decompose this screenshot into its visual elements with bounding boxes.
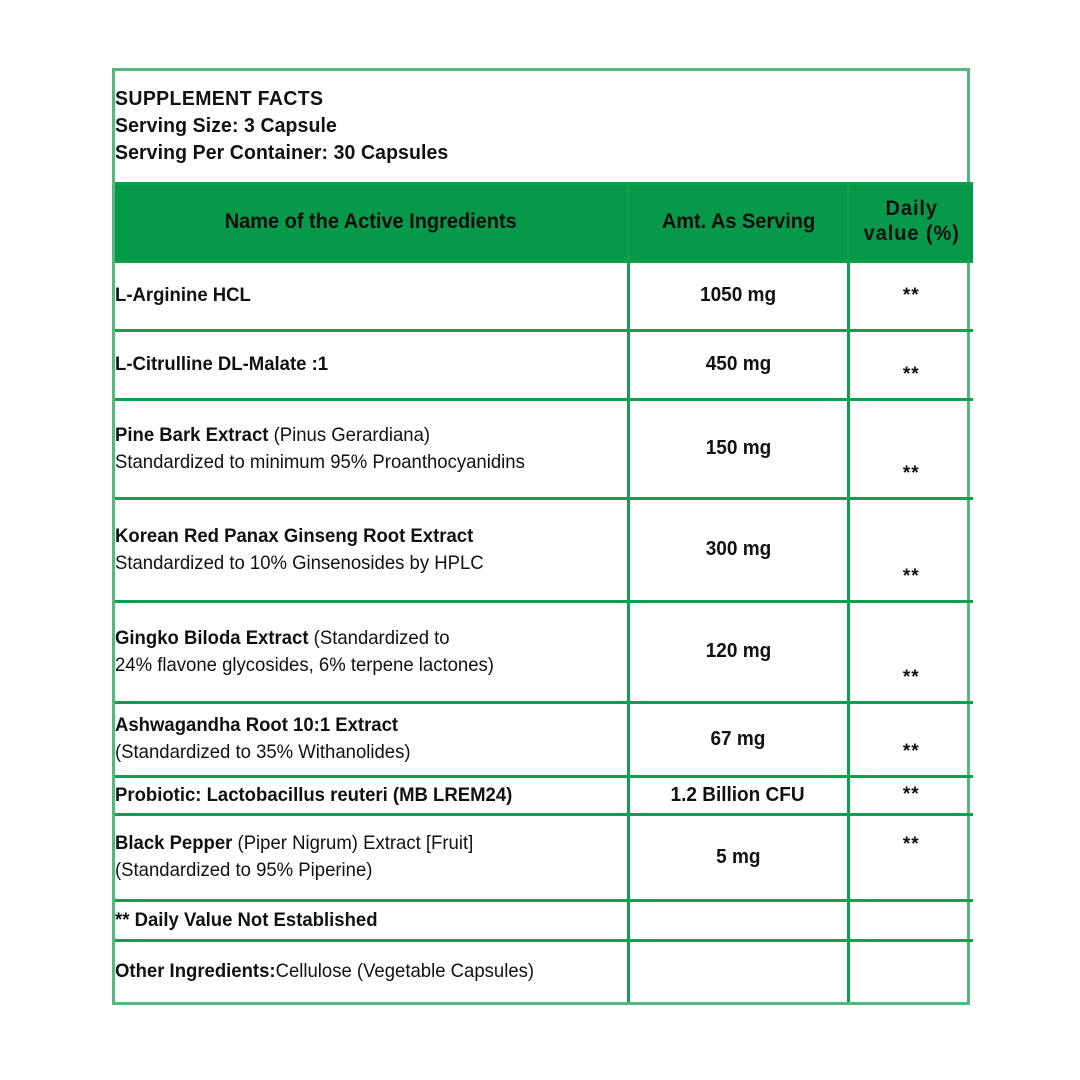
table-row	[115, 814, 973, 900]
ingredient-daily-value: **	[902, 565, 920, 587]
ingredient-daily-value-cell	[848, 601, 973, 702]
serving-per-container: Serving Per Container: 30 Capsules	[115, 140, 449, 164]
ingredient-daily-value-cell	[848, 776, 973, 814]
ingredient-name-cell	[115, 399, 628, 498]
column-header-row	[115, 183, 973, 261]
ingredient-daily-value-cell	[848, 261, 973, 330]
ingredient-amount-cell	[628, 399, 848, 498]
meta-row	[115, 71, 973, 183]
table-row	[115, 601, 973, 702]
column-header-amount-label: Amt. As Serving	[661, 209, 815, 233]
ingredient-daily-value: **	[902, 740, 920, 762]
ingredient-standardization: Standardized to 10% Ginsenosides by HPLC	[115, 551, 484, 574]
ingredient-name-cell	[115, 702, 628, 776]
ingredient-name: Probiotic: Lactobacillus reuteri (MB LREM24)	[115, 783, 513, 806]
ingredient-standardization: (Standardized to 95% Piperine)	[115, 859, 373, 881]
ingredient-amount: 67 mg	[710, 727, 766, 750]
ingredient-amount-cell	[628, 776, 848, 814]
ingredient-name-cell	[115, 776, 628, 814]
column-header-name-label: Name of the Active Ingredients	[224, 209, 517, 233]
ingredient-name-suffix: (Piper Nigrum) Extract [Fruit]	[232, 832, 474, 855]
ingredient-amount-cell	[628, 601, 848, 702]
ingredient-name: L-Citrulline DL-Malate :1	[115, 353, 329, 376]
daily-value-footnote-cell	[115, 900, 628, 940]
ingredient-standardization: Standardized to minimum 95% Proanthocyanidins	[115, 450, 525, 473]
ingredient-amount: 450 mg	[705, 353, 771, 375]
ingredient-daily-value-cell	[848, 399, 973, 498]
ingredient-daily-value-cell	[848, 814, 973, 900]
ingredient-daily-value: **	[902, 784, 920, 805]
ingredient-amount: 150 mg	[705, 437, 771, 459]
column-header-dv-line2: value (%)	[863, 222, 960, 245]
ingredient-amount: 5 mg	[715, 845, 761, 868]
column-header-daily-value	[848, 183, 973, 261]
daily-value-footnote: ** Daily Value Not Established	[115, 908, 378, 931]
ingredient-name-cell	[115, 814, 628, 900]
ingredient-name-suffix: (Standardized to	[308, 626, 450, 649]
panel-title: SUPPLEMENT FACTS	[115, 87, 324, 111]
supplement-facts-panel	[112, 68, 970, 1005]
footnote-row	[115, 900, 973, 940]
ingredient-daily-value-cell	[848, 330, 973, 399]
other-ingredients-label: Other Ingredients:	[115, 960, 276, 983]
table-row	[115, 702, 973, 776]
ingredient-daily-value: **	[902, 666, 920, 688]
meta-block	[115, 71, 973, 183]
ingredient-standardization: (Standardized to 35% Withanolides)	[115, 741, 411, 763]
other-amount-cell-empty	[628, 940, 848, 1002]
column-header-amount	[628, 183, 848, 261]
ingredient-amount: 300 mg	[705, 538, 771, 560]
ingredient-name: Korean Red Panax Ginseng Root Extract	[115, 524, 474, 547]
ingredient-standardization: 24% flavone glycosides, 6% terpene lactones)	[115, 653, 494, 676]
table-row	[115, 330, 973, 399]
ingredient-name-cell	[115, 601, 628, 702]
ingredient-amount-cell	[628, 498, 848, 601]
ingredient-name: Black Pepper	[115, 832, 233, 855]
ingredient-daily-value: **	[902, 284, 920, 306]
other-ingredients-value: Cellulose (Vegetable Capsules)	[275, 960, 535, 983]
ingredient-name: L-Arginine HCL	[115, 284, 251, 307]
ingredient-daily-value: **	[902, 363, 920, 385]
ingredient-amount-cell	[628, 261, 848, 330]
ingredient-name: Gingko Biloda Extract	[115, 626, 309, 649]
ingredient-name-cell	[115, 498, 628, 601]
footnote-amount-cell-empty	[628, 900, 848, 940]
ingredient-name: Ashwagandha Root 10:1 Extract	[115, 714, 399, 737]
ingredient-daily-value-cell	[848, 498, 973, 601]
ingredient-daily-value: **	[902, 462, 920, 484]
ingredient-name-cell	[115, 261, 628, 330]
ingredient-amount: 1050 mg	[699, 284, 777, 306]
serving-size: Serving Size: 3 Capsule	[115, 113, 337, 137]
column-header-name	[115, 183, 628, 261]
ingredient-amount: 120 mg	[705, 640, 771, 662]
ingredient-name: Pine Bark Extract	[115, 423, 269, 446]
ingredient-daily-value-cell	[848, 702, 973, 776]
table-row	[115, 776, 973, 814]
supplement-facts-table	[115, 71, 973, 1002]
footnote-dv-cell-empty	[848, 900, 973, 940]
ingredient-name-cell	[115, 330, 628, 399]
other-dv-cell-empty	[848, 940, 973, 1002]
ingredient-amount-cell	[628, 702, 848, 776]
table-row	[115, 498, 973, 601]
other-ingredients-row	[115, 940, 973, 1002]
other-ingredients-cell	[115, 940, 628, 1002]
ingredient-amount-cell	[628, 814, 848, 900]
ingredient-name-suffix: (Pinus Gerardiana)	[268, 423, 431, 446]
table-row	[115, 261, 973, 330]
table-row	[115, 399, 973, 498]
ingredient-amount-cell	[628, 330, 848, 399]
ingredient-daily-value: **	[902, 833, 920, 855]
column-header-dv-line1: Daily	[885, 197, 938, 221]
ingredient-amount: 1.2 Billion CFU	[670, 783, 806, 806]
